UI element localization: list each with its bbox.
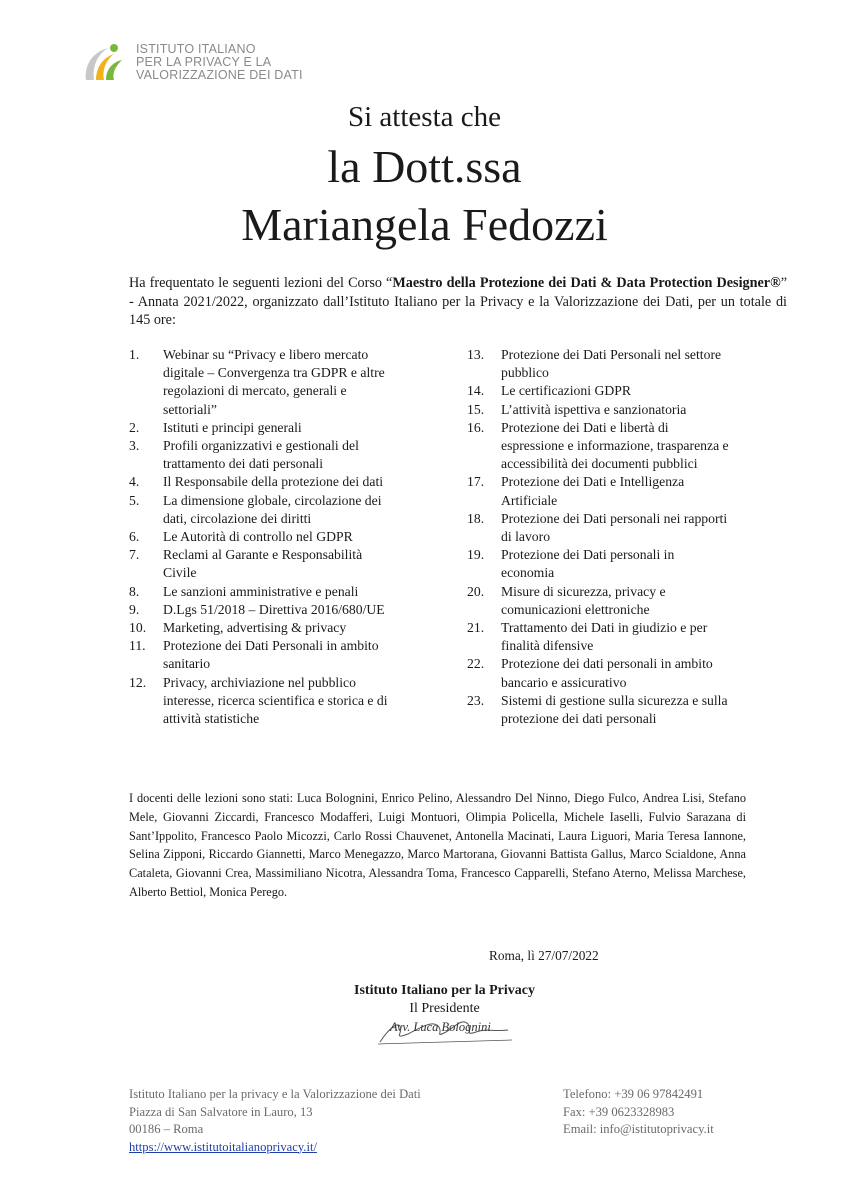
lesson-title: Protezione dei dati personali in ambito bancario e assicurativo [501, 656, 713, 690]
lesson-number: 1. [129, 347, 140, 362]
lesson-number: 4. [129, 474, 140, 490]
lesson-number: 19. [467, 547, 485, 563]
lesson-number: 3. [129, 438, 140, 454]
lesson-number: 13. [467, 347, 485, 362]
lesson-title: Marketing, advertising & privacy [163, 620, 347, 636]
logo-text [136, 43, 303, 82]
lesson-number: 11. [129, 638, 146, 654]
lesson-item [467, 510, 729, 546]
teachers-paragraph: I docenti delle lezioni sono stati: Luca Bolognini, Enrico Pelino, Alessandro Del Ninno, Diego Fulco, Andrea Lisi, Stefano Mele, Giovanni Ziccardi, Francesco Modafferi, Luigi Montuori, Olimpia Policella, Michele Iaselli, Fulvio Sarazana di Sant’Ippolito, Francesco Paolo Micozzi, Carlo Rossi Chauvenet, Antonella Macinati, Laura Liguori, Maria Teresa Iannone, Selina Zipponi, Riccardo Giannetti, Marco Menegazzo, Marco Martorana, Giovanni Battista Gallus, Marco Scialdone, Anna Cataleta, Giovanni Crea, Massimiliano Nicotra, Alessandra Toma, Francesco Capparelli, Stefano Aterno, Melissa Marchese, Alberto Bettiol, Monica Perego. [129, 791, 746, 899]
lesson-title: Le certificazioni GDPR [501, 383, 631, 399]
lesson-title: Webinar su “Privacy e libero mercato digitale – Convergenza tra GDPR e altre regolazioni di mercato, generali e settoriali” [163, 347, 385, 417]
place-date: Roma, lì 27/07/2022 [489, 948, 599, 963]
lesson-number: 2. [129, 419, 140, 435]
logo-mark-icon [78, 40, 130, 84]
lesson-number: 22. [467, 656, 485, 672]
lesson-title: Reclami al Garante e Responsabilità Civile [163, 547, 363, 581]
lesson-title: Sistemi di gestione sulla sicurezza e sulla protezione dei dati personali [501, 692, 728, 727]
footer-line-3: 00186 – Roma [129, 1122, 204, 1136]
lesson-number: 12. [129, 674, 147, 690]
lesson-number: 8. [129, 583, 140, 599]
lesson-title: Misure di sicurezza, privacy e comunicazioni elettroniche [501, 583, 666, 617]
lesson-title: Privacy, archiviazione nel pubblico interesse, ricerca scientifica e storica e di attività statistiche [163, 674, 388, 727]
lesson-title: D.Lgs 51/2018 – Direttiva 2016/680/UE [163, 601, 385, 617]
lesson-item [129, 492, 399, 528]
lesson-title: Protezione dei Dati Personali nel settore pubblico [501, 347, 722, 381]
lesson-item [467, 546, 729, 582]
footer-email: Email: info@istitutoprivacy.it [563, 1122, 714, 1136]
intro-paragraph [129, 274, 787, 330]
lesson-title: Protezione dei Dati personali nei rapporti di lavoro [501, 510, 728, 545]
lesson-item [129, 583, 399, 601]
lesson-number: 23. [467, 692, 485, 708]
lesson-title: Le Autorità di controllo nel GDPR [163, 529, 353, 545]
lesson-item [467, 401, 729, 419]
lesson-item [467, 583, 729, 619]
lesson-number: 17. [467, 474, 485, 490]
honorific-title: la Dott.ssa [327, 141, 522, 192]
lesson-number: 6. [129, 529, 140, 545]
logo-line-1: ISTITUTO ITALIANO [136, 41, 256, 56]
lesson-item [129, 674, 399, 729]
signatory-name: Avv. Luca Bolognini [390, 1020, 491, 1034]
lesson-number: 5. [129, 492, 140, 508]
lesson-item [129, 473, 399, 491]
lesson-item [467, 655, 729, 691]
lesson-number: 14. [467, 383, 485, 399]
lesson-number: 21. [467, 620, 485, 636]
lesson-title: Istituti e principi generali [163, 419, 302, 435]
signature-role: Il Presidente [409, 1001, 480, 1016]
signature-organization: Istituto Italiano per la Privacy [354, 983, 535, 998]
lesson-title: Profili organizzativi e gestionali del trattamento dei dati personali [163, 438, 359, 472]
logo-line-2: PER LA PRIVACY E LA [136, 54, 272, 69]
lesson-title: Protezione dei Dati e libertà di espressione e informazione, trasparenza e accessibilità dei documenti pubblici [501, 419, 729, 472]
logo-line-3: VALORIZZAZIONE DEI DATI [136, 67, 303, 82]
lesson-item [467, 692, 729, 728]
lesson-number: 18. [467, 510, 485, 526]
institute-logo [78, 40, 303, 84]
recipient-name: Mariangela Fedozzi [241, 199, 608, 250]
lessons-list-right [467, 346, 729, 728]
course-name: Maestro della Protezione dei Dati & Data Protection Designer® [392, 275, 781, 291]
lesson-item [129, 419, 399, 437]
lesson-item [129, 528, 399, 546]
lesson-item [467, 419, 729, 474]
lesson-title: L’attività ispettiva e sanzionatoria [501, 401, 687, 417]
lesson-title: Protezione dei Dati e Intelligenza Artificiale [501, 474, 685, 508]
footer-line-2: Piazza di San Salvatore in Lauro, 13 [129, 1104, 313, 1119]
lesson-item [129, 546, 399, 582]
lesson-item [467, 619, 729, 655]
lesson-number: 16. [467, 419, 485, 435]
intro-part-1: Ha frequentato le seguenti lezioni del Corso “ [129, 275, 393, 291]
footer-fax: Fax: +39 0623328983 [563, 1104, 675, 1119]
footer-address [129, 1086, 421, 1156]
lesson-item [129, 346, 399, 419]
lesson-item [467, 473, 729, 509]
intro-part-2: ” - Annata 2021/2022, organizzato dall’Istituto Italiano per la Privacy e la Valorizzazione dei Dati, per un totale di 145 ore: [129, 275, 788, 328]
website-link[interactable]: https://www.istitutoitalianoprivacy.it/ [129, 1139, 317, 1154]
attestation-heading: Si attesta che [347, 101, 501, 133]
lessons-list-left [129, 346, 399, 728]
lesson-number: 10. [129, 620, 147, 636]
footer-line-1: Istituto Italiano per la privacy e la Valorizzazione dei Dati [129, 1087, 421, 1101]
lesson-number: 9. [129, 601, 140, 617]
lesson-item [129, 437, 399, 473]
lesson-title: Protezione dei Dati Personali in ambito sanitario [163, 638, 379, 672]
lesson-title: Protezione dei Dati personali in economia [501, 547, 675, 581]
lesson-title: Trattamento dei Dati in giudizio e per finalità difensive [501, 620, 708, 654]
footer-phone: Telefono: +39 06 97842491 [563, 1087, 704, 1101]
lesson-number: 7. [129, 547, 140, 563]
lesson-item [467, 346, 729, 382]
lesson-item [129, 619, 399, 637]
lesson-title: Il Responsabile della protezione dei dati [163, 474, 384, 490]
lesson-item [129, 637, 399, 673]
footer-contacts [563, 1086, 714, 1139]
lesson-title: Le sanzioni amministrative e penali [163, 583, 359, 599]
lesson-title: La dimensione globale, circolazione dei dati, circolazione dei diritti [163, 492, 382, 526]
lesson-number: 15. [467, 401, 485, 417]
lesson-item [129, 601, 399, 619]
lesson-number: 20. [467, 583, 485, 599]
lesson-item [467, 382, 729, 400]
